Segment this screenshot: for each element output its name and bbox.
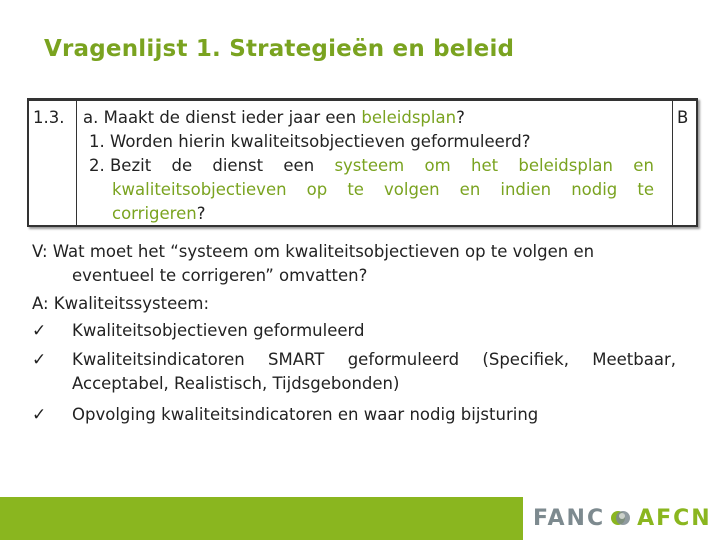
bullet-1: Kwaliteitsobjectieven geformuleerd — [72, 321, 365, 340]
checkmark-icon: ✓ — [32, 350, 47, 370]
logo-mark-icon — [609, 506, 633, 530]
footer-bar — [0, 497, 523, 540]
page-title: Vragenlijst 1. Strategieën en beleid — [44, 36, 515, 62]
bullet-3: Opvolging kwaliteitsindicatoren en waar nodig bijsturing — [72, 405, 539, 424]
link-corrigeren[interactable]: corrigeren — [112, 204, 197, 223]
question-letter: B — [677, 108, 689, 127]
link-beleidsplan[interactable]: beleidsplan — [361, 108, 457, 127]
question-item-1: 1. Worden hierin kwaliteitsobjectieven geformuleerd? — [89, 132, 531, 151]
question-number-cell — [29, 101, 77, 225]
bullet-2-continued: Acceptabel, Realistisch, Tijdsgebonden) — [72, 374, 400, 393]
question-letter-cell — [673, 101, 696, 225]
question-text-cell — [77, 101, 673, 225]
checkmark-icon: ✓ — [32, 321, 47, 341]
question-line-a: a. Maakt de dienst ieder jaar een beleidsplan? — [83, 108, 465, 127]
checkmark-icon: ✓ — [32, 405, 47, 425]
question-item-2-continued: kwaliteitsobjectieven op te volgen en indien nodig te — [112, 180, 654, 199]
question-table — [27, 98, 698, 227]
question-v-line-1: V: Wat moet het “systeem om kwaliteitsobjectieven op te volgen en — [32, 242, 595, 261]
question-v-line-2: eventueel te corrigeren” omvatten? — [72, 266, 368, 285]
question-number: 1.3. — [33, 108, 65, 127]
bullet-2: Kwaliteitsindicatoren SMART geformuleerd (Specifiek, Meetbaar, — [72, 350, 676, 369]
question-item-2: 2. Bezit de dienst een systeem om het beleidsplan en — [89, 154, 654, 178]
question-item-2-last: corrigeren? — [112, 204, 206, 223]
fanc-afcn-logo: FANC AFCN — [533, 505, 712, 531]
answer-heading: A: Kwaliteitssysteem: — [32, 294, 210, 313]
link-systeem[interactable]: systeem — [334, 156, 405, 175]
